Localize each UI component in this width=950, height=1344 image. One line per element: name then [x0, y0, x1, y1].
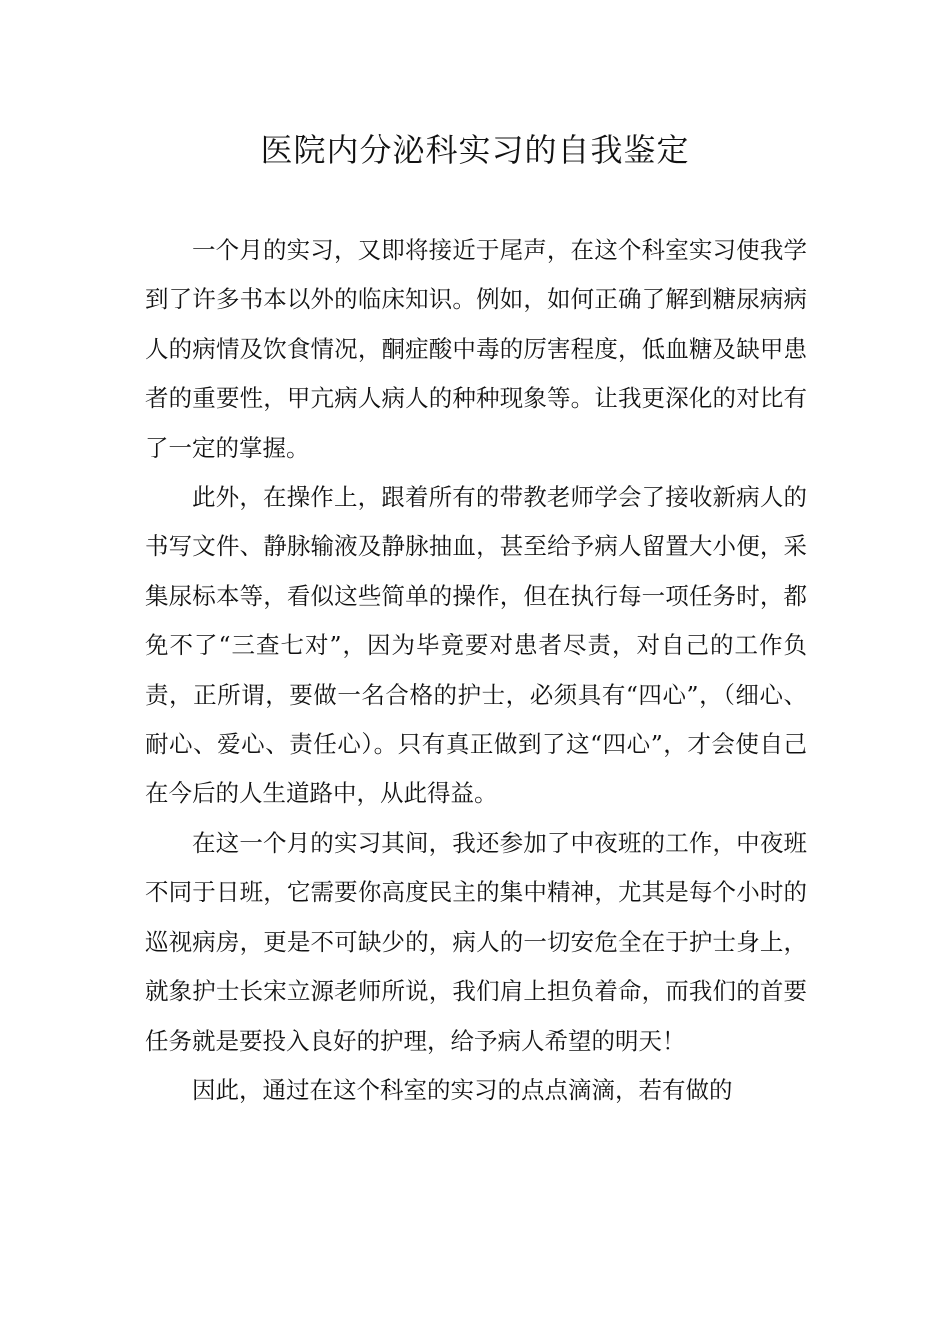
paragraph-4: 因此，通过在这个科室的实习的点点滴滴，若有做的	[192, 1075, 733, 1104]
paragraph-2: 此外，在操作上，跟着所有的带教老师学会了接收新病人的书写文件、静脉输液及静脉抽血，甚至给予病人留置大小便，采集尿标本等，看似这些简单的操作，但在执行每一项任务时，都免不了“三查七对”，因为毕竟要对患者尽责，对自己的工作负责，正所谓，要做一名合格的护士，必须具有“四心”，（细心、耐心、爱心、责任心）。只有真正做到了这“四心”，才会使自己在今后的人生道路中，从此得益。	[145, 483, 807, 808]
paragraph-3: 在这一个月的实习其间，我还参加了中夜班的工作，中夜班不同于日班，它需要你高度民主的集中精神，尤其是每个小时的巡视病房，更是不可缺少的，病人的一切安危全在于护士身上，就象护士长宋立源老师所说，我们肩上担负着命，而我们的首要任务就是要投入良好的护理，给予病人希望的明天！	[145, 828, 807, 1055]
paragraph-1: 一个月的实习，又即将接近于尾声，在这个科室实习使我学到了许多书本以外的临床知识。例如，如何正确了解到糖尿病病人的病情及饮食情况，酮症酸中毒的厉害程度，低血糖及缺甲患者的重要性，甲亢病人病人的种种现象等。让我更深化的对比有了一定的掌握。	[145, 236, 807, 462]
document-title: 医院内分泌科实习的自我鉴定	[260, 131, 690, 169]
document-body	[145, 226, 807, 1115]
